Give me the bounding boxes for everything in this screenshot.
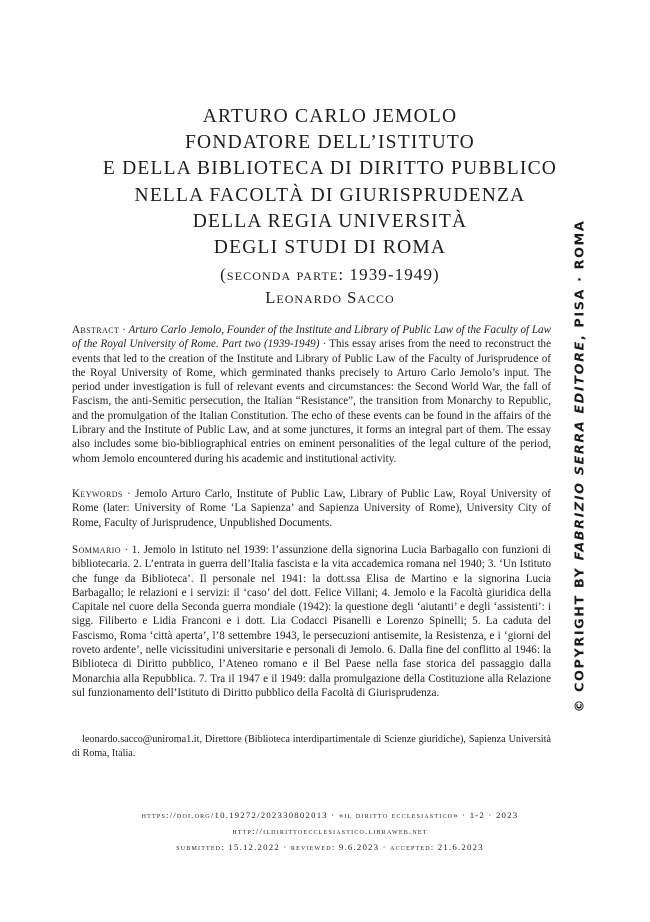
doi-line: https://doi.org/10.19272/202330802013 · «il diritto ecclesiastico» · 1-2 · 2023 (141, 810, 519, 820)
article-title (60, 104, 600, 287)
abstract-separator: · (119, 324, 129, 336)
sommario-body: 1. Jemolo in Istituto nel 1939: l’assunzione della signorina Lucia Barbagallo con funzioni di bibliotecaria. 2. L’entrata in guerra dell’Italia fascista e la vita accademica romana nel 1940; 3. ‘Un Istituto che funge da Biblioteca’. Il personale nel 1941: la dott.ssa Elisa de Martino e la signorina Lucia Barbagallo; le relazioni e i servizi: il ‘caso’ del dott. Felice Villani; 4. Jemolo e la Facoltà giuridica della Capitale nel cuore della Seconda guerra mondiale (1942): la questione degli ‘aiutanti’ e degli ‘assistenti’: i sigg. Filiberto e Lidia Franconi e i dott. Lia Codacci Pisanelli e Lorenzo Spinelli; 5. La caduta del Fascismo, Roma ‘città aperta’, l’8 settembre 1943, le persecuzioni antisemite, la Resistenza, e i ‘giorni del roveto ardente’, nelle vicissitudini universitarie e personali di Jemolo. 6. Dalla fine del conflitto al 1946: la Biblioteca di Diritto pubblico, l’Ateneo romano e il Bel Paese nella fase storica del passaggio dalla Monarchia alla Repubblica. 7. Tra il 1947 e il 1949: dalla promulgazione della Costituzione alla Relazione sul funzionamento dell’Istituto di Diritto pubblico della Facoltà di Giurisprudenza. (72, 544, 551, 699)
title-line-1: ARTURO CARLO JEMOLO (202, 106, 458, 127)
abstract-body: · This essay arises from the need to reconstruct the events that led to the creation of the Institute and Library of Public Law of the Faculty of Jurisprudence of the Royal University of Rome, which germinated thanks precisely to Arturo Carlo Jemolo’s input. The period under investigation is full of relevant events and circumstances: the Second World War, the fall of Fascism, the anti-Semitic persecution, the Italian “Resistance”, the transition from Monarchy to Republic, and the promulgation of the Italian Constitution. The echo of these events can be found in the affairs of the Library and the Institute of Public Law, and at some junctures, it forms an integral part of them. The essay also includes some bio-bibliographical entries on eminent personalities of the legal culture of the period, whom Jemolo encountered during his academic and institutional activity. (72, 338, 552, 465)
keywords-label: Keywords (72, 488, 123, 500)
sommario-separator: · (120, 544, 132, 556)
author-footnote (72, 733, 551, 760)
keywords (72, 487, 551, 530)
author-name: Leonardo Sacco (265, 288, 395, 307)
keywords-separator: · (122, 488, 136, 500)
abstract-label: Abstract (72, 324, 120, 336)
author-affiliation: leonardo.sacco@uniroma1.it, Direttore (Biblioteca interdipartimentale di Scienze giuridiche), Sapienza Università di Roma, Italia. (72, 734, 551, 759)
sommario (72, 543, 551, 700)
article-subtitle: (seconda parte: 1939-1949) (220, 265, 440, 285)
title-line-2: FONDATORE DELL’ISTITUTO (185, 132, 475, 154)
copyright-publisher: FABRIZIO SERRA EDITORE (572, 340, 588, 561)
keywords-body: Jemolo Arturo Carlo, Institute of Public Law, Library of Public Law, Royal University of Rome (later: University of Rome ‘La Sapienza’ and Sapienza University of Rome), University City of Rome, Faculty of Jurisprudence, Unpublished Documents. (72, 488, 551, 529)
sommario-label: Sommario (72, 544, 121, 556)
abstract-english-title: Arturo Carlo Jemolo, Founder of the Institute and Library of Public Law of the Faculty of Law of the Royal University of Rome. Part two (1939-1949) (72, 324, 551, 351)
title-line-5: DELLA REGIA UNIVERSITÀ (192, 210, 468, 232)
copyright-suffix: , PISA · ROMA (572, 219, 588, 341)
abstract (72, 323, 551, 466)
journal-url: http://ildirittoecclesiastico.libraweb.net (232, 826, 428, 836)
title-line-3: E DELLA BIBLIOTECA DI DIRITTO PUBBLICO (102, 158, 558, 180)
title-line-6: DEGLI STUDI DI ROMA (213, 237, 447, 259)
submission-dates: submitted: 15.12.2022 · reviewed: 9.6.2023 · accepted: 21.6.2023 (176, 842, 484, 852)
title-line-4: NELLA FACOLTÀ DI GIURISPRUDENZA (134, 184, 526, 206)
copyright-prefix: © COPYRIGHT BY (572, 560, 588, 713)
